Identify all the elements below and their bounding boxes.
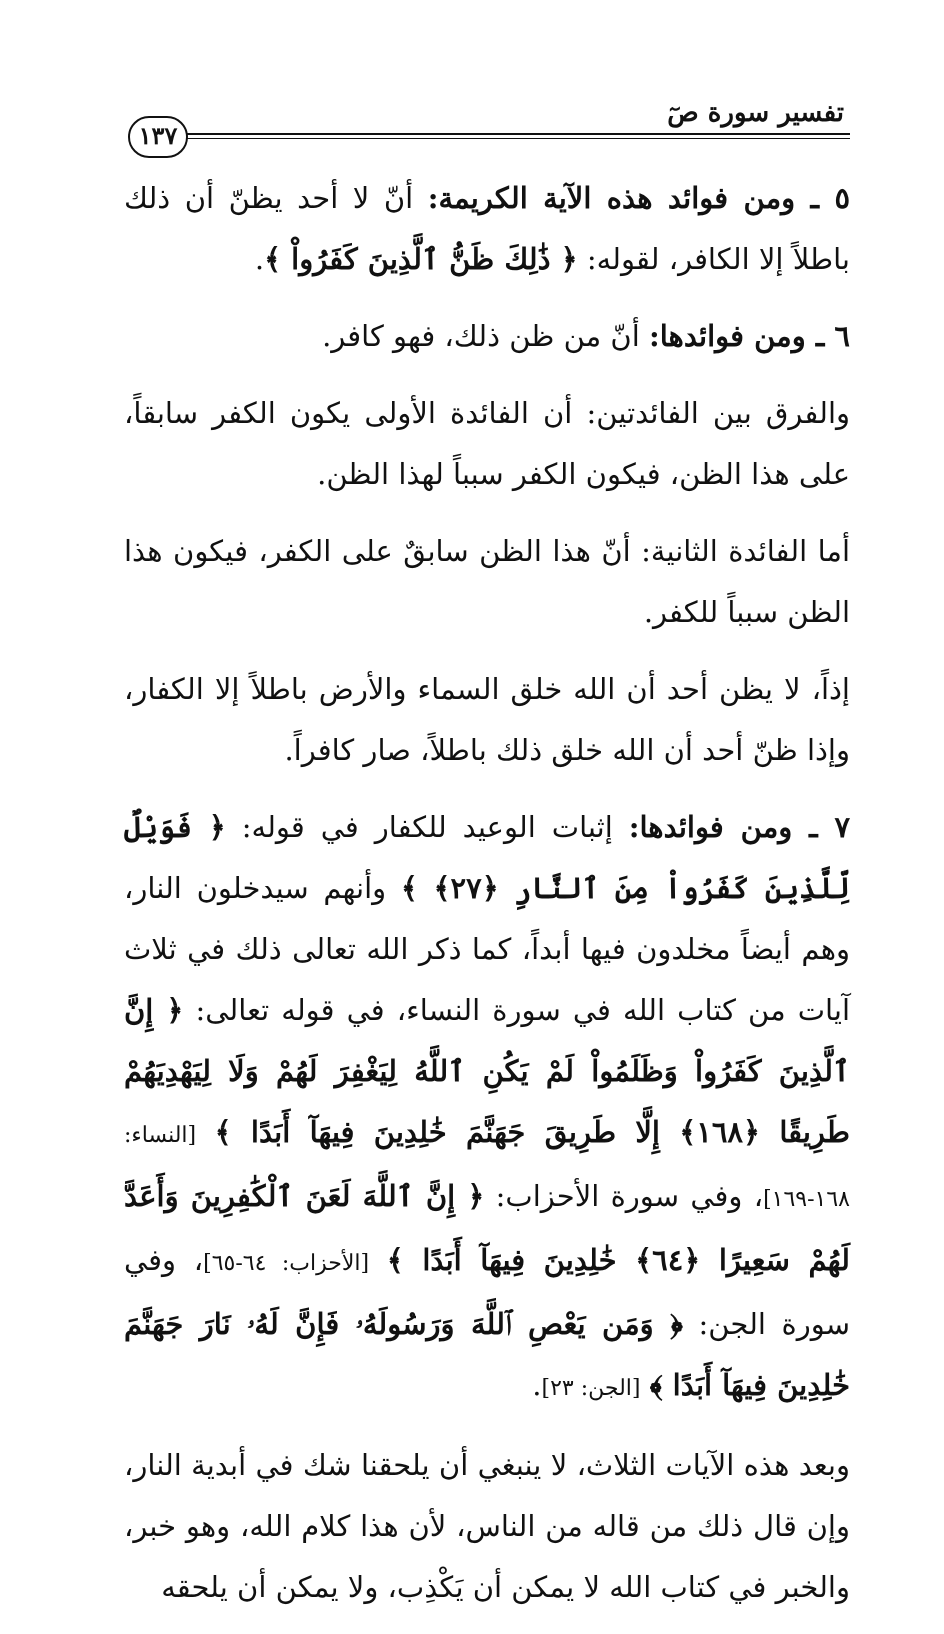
paragraph-lead: ٦ ـ ومن فوائدها: bbox=[648, 319, 850, 353]
verse-reference: [النساء: ١٦٨-١٦٩] bbox=[124, 1123, 850, 1212]
paragraph-second-benefit bbox=[124, 521, 850, 643]
paragraph-text: وأنهم سيدخلون النار، وهم أيضاً مخلدون فيها أبداً، كما ذكر الله تعالى ذلك في ثلاث آيات من كتاب الله في سورة النساء، في قوله تعالى: bbox=[124, 871, 850, 1027]
paragraph-lead: ٥ ـ ومن فوائد هذه الآية الكريمة: bbox=[427, 181, 851, 215]
paragraph-benefit-5 bbox=[124, 168, 850, 290]
paragraph-difference bbox=[124, 383, 850, 505]
paragraph-conclusion bbox=[124, 659, 850, 781]
paragraph-text: وبعد هذه الآيات الثلاث، لا ينبغي أن يلحقنا شك في أبدية النار، وإن قال ذلك من قاله من الناس، لأن هذا كلام الله، وهو خبر، والخبر في كتاب الله لا يمكن أن يَكْذِب، ولا يمكن أن يلحقه bbox=[124, 1448, 850, 1604]
paragraph-lead: ٧ ـ ومن فوائدها: bbox=[628, 810, 851, 844]
quran-quote: ﴿ وَمَن يَعْصِ ٱللَّهَ وَرَسُولَهُۥ فَإِنَّ لَهُۥ نَارَ جَهَنَّمَ خَٰلِدِينَ فِيهَآ أَبَدًا ﴾ bbox=[124, 1307, 850, 1402]
quran-quote: ﴿ فَوَيْلٌ لِّلَّذِينَ كَفَرُواْ مِنَ ٱلنَّارِ ﴿٢٧﴾ ﴾ bbox=[124, 810, 850, 905]
paragraph-text: إذاً، لا يظن أحد أن الله خلق السماء والأرض باطلاً إلا الكفار، وإذا ظنّ أحد أن الله خلق ذلك باطلاً، صار كافراً. bbox=[124, 672, 850, 767]
period: . bbox=[254, 242, 265, 276]
quran-quote: ﴿ إِنَّ ٱلَّذِينَ كَفَرُواْ وَظَلَمُواْ لَمْ يَكُنِ ٱللَّهُ لِيَغْفِرَ لَهُمْ وَلَا لِيَهْدِيَهُمْ طَرِيقًا ﴿١٦٨﴾ إِلَّا طَرِيقَ جَهَنَّمَ خَٰلِدِينَ فِيهَآ أَبَدًا ﴾ bbox=[124, 993, 850, 1149]
paragraph-benefit-6 bbox=[124, 306, 850, 367]
paragraph-text: أما الفائدة الثانية: أنّ هذا الظن سابقٌ على الكفر، فيكون هذا الظن سبباً للكفر. bbox=[124, 534, 850, 629]
paragraph-eternity bbox=[124, 1435, 850, 1618]
verse-reference: [الجن: ٢٣] bbox=[541, 1376, 641, 1401]
quran-quote: ﴿ ذَٰلِكَ ظَنُّ ٱلَّذِينَ كَفَرُواْ ﴾ bbox=[264, 242, 578, 276]
period: . bbox=[532, 1368, 542, 1402]
paragraph-text: والفرق بين الفائدتين: أن الفائدة الأولى يكون الكفر سابقاً، على هذا الظن، فيكون الكفر سبباً لهذا الظن. bbox=[124, 396, 850, 491]
paragraph-text: أنّ من ظن ذلك، فهو كافر. bbox=[322, 319, 640, 353]
verse-reference: [الأحزاب: ٦٤-٦٥] bbox=[203, 1251, 370, 1276]
paragraph-text: ، وفي سورة الأحزاب: bbox=[495, 1179, 764, 1213]
quran-quote: ﴿ إِنَّ ٱللَّهَ لَعَنَ ٱلْكَٰفِرِينَ وَأَعَدَّ لَهُمْ سَعِيرًا ﴿٦٤﴾ خَٰلِدِينَ فِيهَآ أَبَدًا ﴾ bbox=[124, 1179, 851, 1277]
running-header-title: تفسير سورة صٓ bbox=[667, 98, 844, 128]
paragraph-text: إثبات الوعيد للكفار في قوله: bbox=[241, 810, 613, 844]
paragraph-text: ، وفي سورة الجن: bbox=[124, 1243, 851, 1341]
page-number: ١٣٧ bbox=[128, 116, 188, 158]
paragraph-text: أنّ لا أحد يظنّ أن ذلك باطلاً إلا الكافر، لقوله: bbox=[124, 181, 850, 276]
header-rule bbox=[176, 133, 850, 135]
body-text bbox=[124, 168, 850, 1634]
paragraph-benefit-7 bbox=[124, 797, 850, 1419]
header-rule-thin bbox=[176, 138, 850, 139]
